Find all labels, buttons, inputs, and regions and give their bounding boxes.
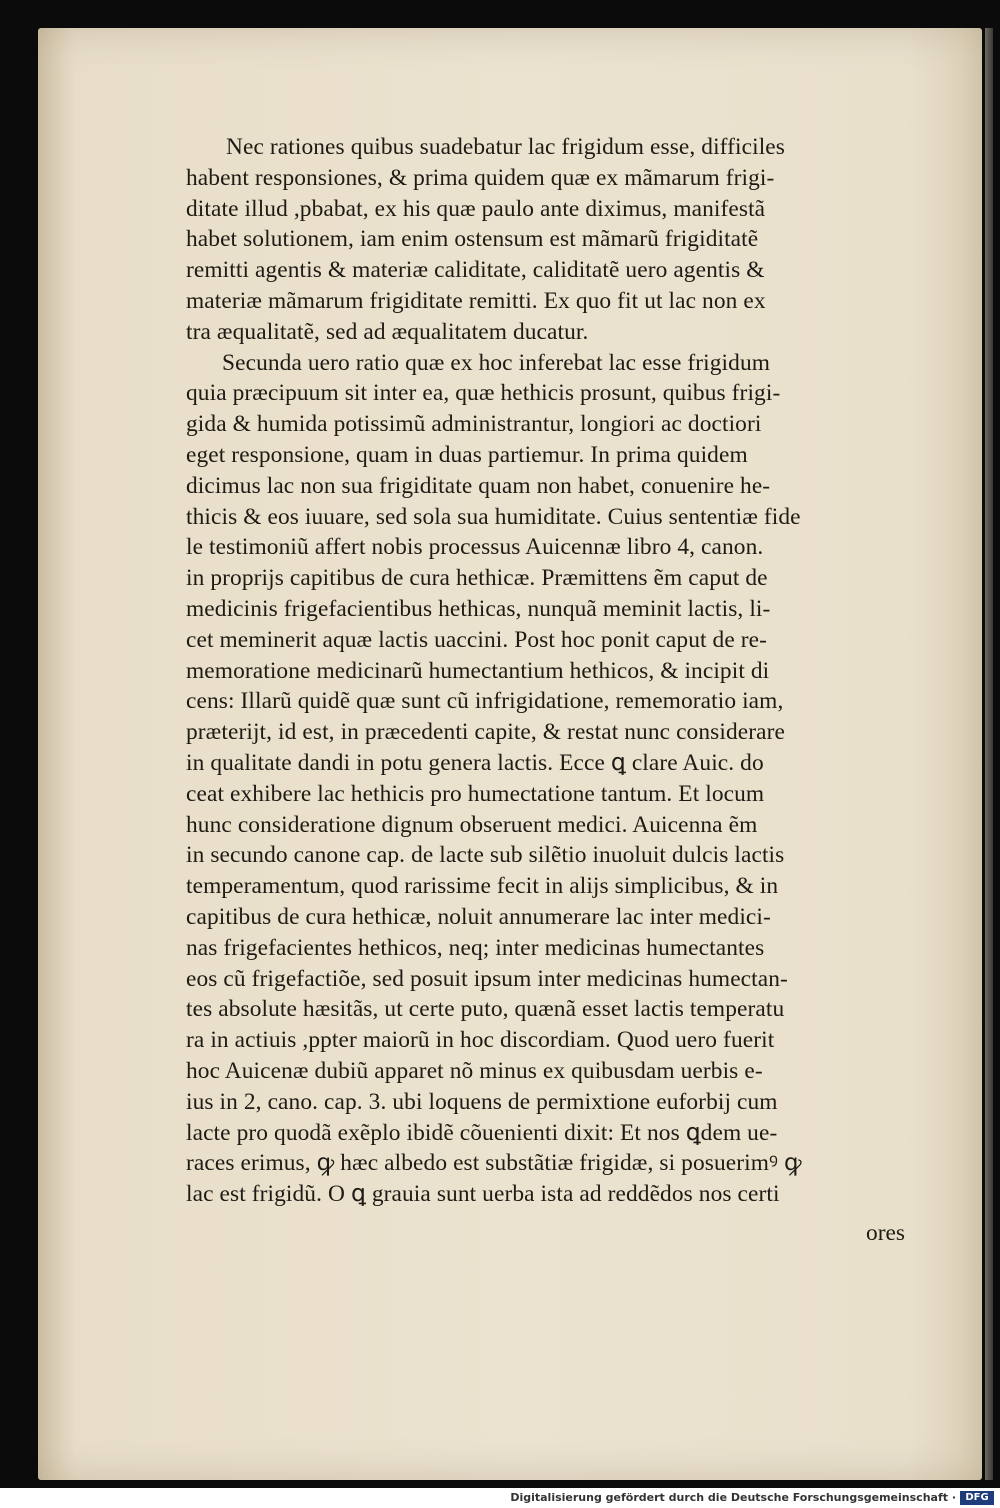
text-line: dicimus lac non sua frigiditate quam non habet, conuenire he- xyxy=(186,472,771,499)
text-line: ra in actiuis ,ppter maiorũ in hoc discordiam. Quod uero fuerit xyxy=(186,1027,775,1054)
text-line: races erimus, ꝙ hæc albedo est substãtiæ frigidæ, si posuerimꝰ ꝙ xyxy=(186,1150,802,1177)
text-line: ius in 2, cano. cap. 3. ubi loquens de permixtione euforbij cum xyxy=(186,1088,778,1115)
text-line: thicis & eos iuuare, sed sola sua humiditate. Cuius sententiæ fide xyxy=(186,503,801,530)
funding-notice: Digitalisierung gefördert durch die Deutsche Forschungsgemeinschaft · xyxy=(510,1491,956,1504)
text-line: hoc Auicenæ dubiũ apparet nõ minus ex quibusdam uerbis e- xyxy=(186,1057,763,1084)
text-line: cet meminerit aquæ lactis uaccini. Post hoc ponit caput de re- xyxy=(186,626,768,653)
text-line: nas frigefacientes hethicos, neq; inter medicinas humectantes xyxy=(186,934,765,961)
text-line: gida & humida potissimũ administrantur, longiori ac doctiori xyxy=(186,411,762,438)
text-line: præterijt, id est, in præcedenti capite, & restat nunc considerare xyxy=(186,719,785,746)
text-line: temperamentum, quod rarissime fecit in alijs simplicibus, & in xyxy=(186,873,779,900)
text-line: in proprijs capitibus de cura hethicæ. Præmittens ẽm caput de xyxy=(186,565,768,592)
text-line: le testimoniũ affert nobis processus Auicennæ libro 4, canon. xyxy=(186,534,764,561)
text-line: hunc consideratione dignum obseruent medici. Auicenna ẽm xyxy=(186,811,758,838)
text-line: Nec rationes quibus suadebatur lac frigidum esse, difficiles xyxy=(226,134,785,160)
text-line: ceat exhibere lac hethicis pro humectatione tantum. Et locum xyxy=(186,780,765,807)
text-line: lacte pro quodã exẽplo ibidẽ cõuenienti dixit: Et nos ꝗdem ue- xyxy=(186,1119,778,1146)
text-line: tra æqualitatẽ, sed ad æqualitatem ducatur. xyxy=(186,318,589,345)
page-edge xyxy=(985,28,993,1480)
text-line: habet solutionem, iam enim ostensum est mãmarũ frigiditatẽ xyxy=(186,226,759,253)
text-line: quia præcipuum sit inter ea, quæ hethicis prosunt, quibus frigi- xyxy=(186,380,781,407)
text-line: materiæ mãmarum frigiditate remitti. Ex quo fit ut lac non ex xyxy=(186,287,766,314)
catchword: ores xyxy=(866,1220,905,1246)
text-line: medicinis frigefacientibus hethicas, nunquã meminit lactis, li- xyxy=(186,595,771,622)
text-line: lac est frigidũ. O ꝗ grauia sunt uerba ista ad reddẽdos nos certi xyxy=(186,1181,780,1208)
text-line: tes absolute hæsitãs, ut certe puto, quænã esset lactis temperatu xyxy=(186,996,785,1023)
text-line: habent responsiones, & prima quidem quæ ex mãmarum frigi- xyxy=(186,164,775,191)
text-line: in secundo canone cap. de lacte sub silẽtio inuoluit dulcis lactis xyxy=(186,842,785,869)
text-line: cens: Illarũ quidẽ quæ sunt cũ infrigidatione, rememoratio iam, xyxy=(186,688,784,715)
text-line: eos cũ frigefactiõe, sed posuit ipsum inter medicinas humectan- xyxy=(186,965,788,992)
text-line: in qualitate dandi in potu genera lactis. Ecce ꝗ clare Auic. do xyxy=(186,749,764,776)
text-line: memoratione medicinarũ humectantium hethicos, & incipit di xyxy=(186,657,770,684)
text-line: Secunda uero ratio quæ ex hoc inferebat lac esse frigidum xyxy=(222,349,771,376)
page-body-text xyxy=(186,132,896,1210)
text-line: ditate illud ,pbabat, ex his quæ paulo ante diximus, manifestã xyxy=(186,195,766,222)
footer-bar xyxy=(0,1488,1000,1508)
text-line: capitibus de cura hethicæ, noluit annumerare lac inter medici- xyxy=(186,903,771,930)
text-line: remitti agentis & materiæ caliditate, caliditatẽ uero agentis & xyxy=(186,257,765,284)
text-line: eget responsione, quam in duas partiemur. In prima quidem xyxy=(186,441,748,468)
dfg-logo-icon: DFG xyxy=(960,1491,994,1505)
